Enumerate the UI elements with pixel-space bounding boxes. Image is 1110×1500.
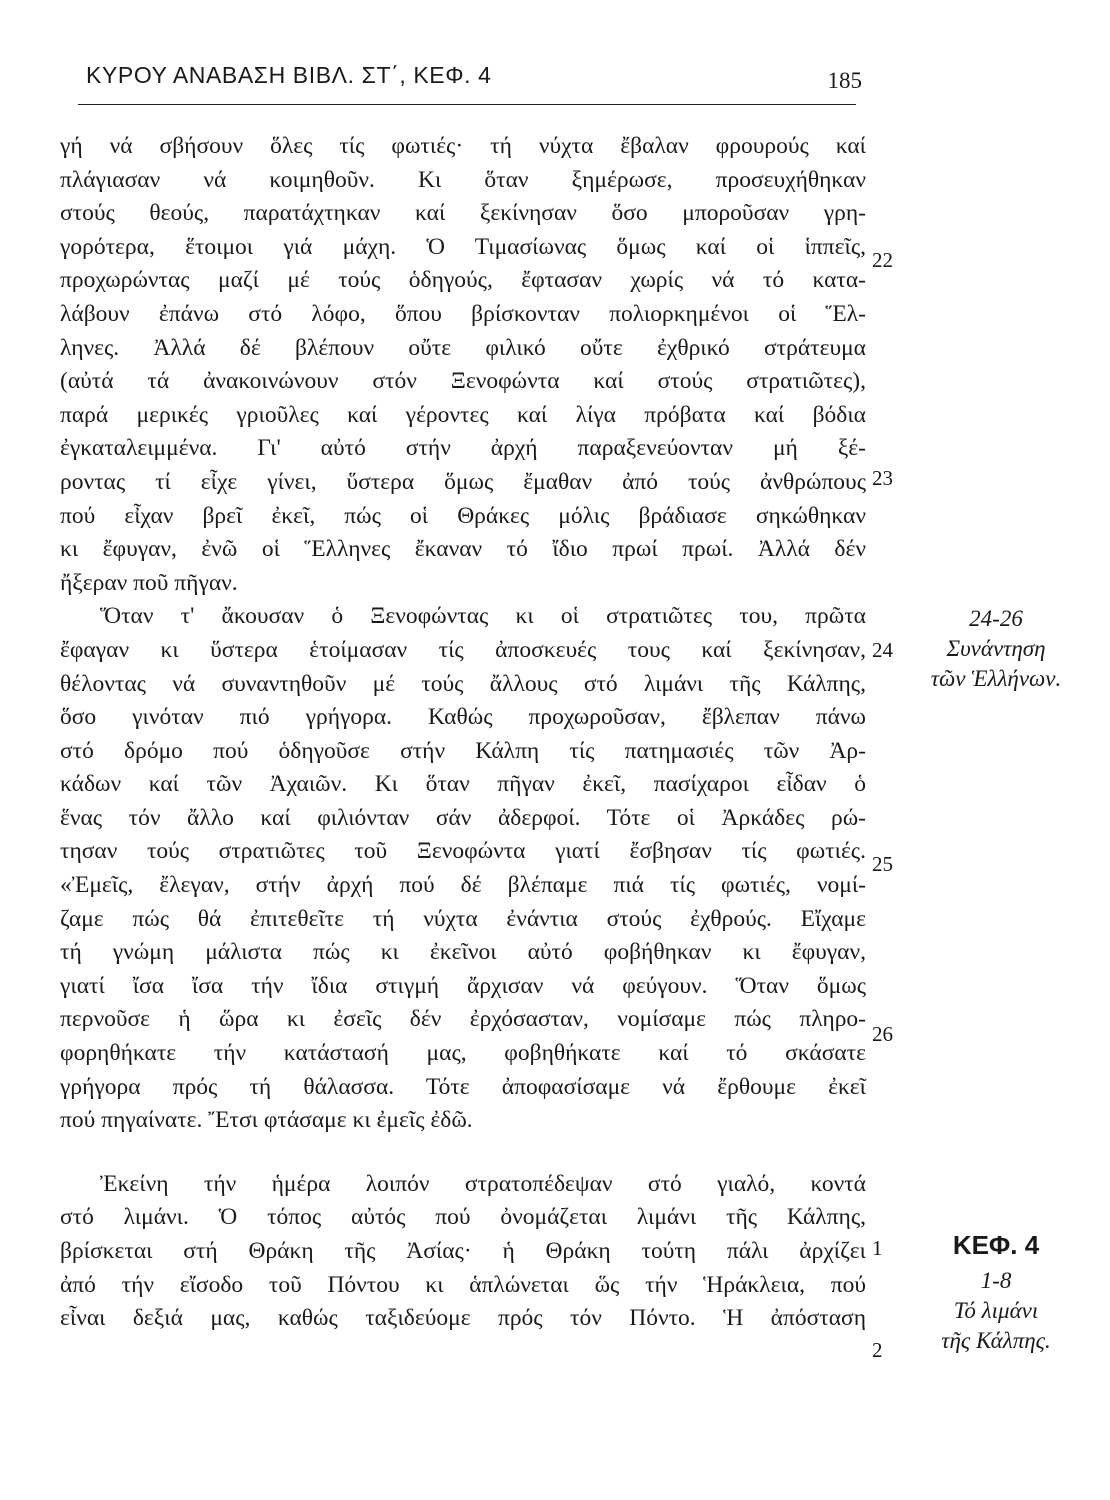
text-line: ὅσο γινόταν πιό γρήγορα. Καθώς προχωροῦσαν, ἔβλεπαν πάνω <box>60 704 866 731</box>
text-line: ἀπό τήν εἴσοδο τοῦ Πόντου κι ἁπλώνεται ὥς τήν Ἡράκλεια, πού <box>60 1271 866 1298</box>
text-line: πού εἶχαν βρεῖ ἐκεῖ, πώς οἱ Θράκες μόλις βράδιασε σηκώθηκαν <box>60 502 866 529</box>
note-text: Συνάντηση <box>946 636 1046 661</box>
text-line: παρά μερικές γριοῦλες καί γέροντες καί λίγα πρόβατα καί βόδια <box>60 401 866 428</box>
text-line: πλάγιασαν νά κοιμηθοῦν. Κι ὅταν ξημέρωσε, προσευχήθηκαν <box>60 166 866 193</box>
section-number: 22 <box>872 248 893 272</box>
note-range: 24-26 <box>969 606 1023 631</box>
note-text: Τό λιμάνι <box>953 1298 1039 1323</box>
note-text: τῆς Κάλπης. <box>941 1328 1051 1353</box>
text-line: εἶναι δεξιά μας, καθώς ταξιδεύομε πρός τόν Πόντο. Ἡ ἀπόσταση <box>60 1305 866 1332</box>
text-line: ροντας τί εἶχε γίνει, ὕστερα ὅμως ἔμαθαν ἀπό τούς ἀνθρώπους <box>60 468 866 495</box>
page-number: 185 <box>827 68 862 93</box>
text-line: γιατί ἴσα ἴσα τήν ἴδια στιγμή ἄρχισαν νά φεύγουν. Ὅταν ὅμως <box>60 972 866 999</box>
header-rule <box>78 104 856 105</box>
section-number: 24 <box>872 638 893 662</box>
text-line: φορηθήκατε τήν κατάστασή μας, φοβηθήκατε καί τό σκάσατε <box>60 1040 866 1067</box>
note-text: τῶν Ἑλλήνων. <box>930 666 1062 691</box>
margin-note-meeting <box>906 604 1086 694</box>
text-line: ἕνας τόν ἄλλο καί φιλιόνταν σάν ἀδερφοί. Τότε οἱ Ἀρκάδες ρώ- <box>60 804 866 831</box>
text-line: ζαμε πώς θά ἐπιτεθεῖτε τή νύχτα ἐνάντια στούς ἐχθρούς. Εἴχαμε <box>60 905 866 932</box>
text-line: στό λιμάνι. Ὁ τόπος αὐτός πού ὀνομάζεται λιμάνι τῆς Κάλπης, <box>60 1204 866 1231</box>
text-line: (αὐτά τά ἀνακοινώνουν στόν Ξενοφώντα καί στούς στρατιῶτες), <box>60 368 866 395</box>
text-line: Ἐκείνη τήν ἡμέρα λοιπόν στρατοπέδεψαν στό γιαλό, κοντά <box>100 1170 866 1197</box>
body-text <box>60 130 866 1336</box>
section-number: 26 <box>872 1022 893 1046</box>
text-line: λάβουν ἐπάνω στό λόφο, ὅπου βρίσκονταν πολιορκημένοι οἱ Ἕλ- <box>60 300 866 327</box>
text-line: Ὅταν τ' ἄκουσαν ὁ Ξενοφώντας κι οἱ στρατιῶτες του, πρῶτα <box>100 603 866 630</box>
section-number: 25 <box>872 852 893 876</box>
text-line: τή γνώμη μάλιστα πώς κι ἐκεῖνοι αὐτό φοβήθηκαν κι ἔφυγαν, <box>60 939 866 966</box>
chapter-heading: ΚΕΦ. 4 <box>952 1230 1040 1260</box>
text-line: γορότερα, ἕτοιμοι γιά μάχη. Ὁ Τιμασίωνας ὅμως καί οἱ ἱππεῖς, <box>60 233 866 260</box>
text-line: ἔφαγαν κι ὕστερα ἑτοίμασαν τίς ἀποσκευές τους καί ξεκίνησαν, <box>60 636 866 663</box>
text-line: γρήγορα πρός τή θάλασσα. Τότε ἀποφασίσαμε νά ἔρθουμε ἐκεῖ <box>60 1073 866 1100</box>
text-line: προχωρώντας μαζί μέ τούς ὁδηγούς, ἔφτασαν χωρίς νά τό κατα- <box>60 267 866 294</box>
text-line: γή νά σβήσουν ὅλες τίς φωτιές· τή νύχτα ἔβαλαν φρουρούς καί <box>60 133 866 159</box>
text-line: θέλοντας νά συναντηθοῦν μέ τούς ἄλλους στό λιμάνι τῆς Κάλπης, <box>60 670 866 697</box>
text-line: στό δρόμο πού ὁδηγοῦσε στήν Κάλπη τίς πατημασιές τῶν Ἀρ- <box>60 737 866 764</box>
text-line: στούς θεούς, παρατάχτηκαν καί ξεκίνησαν ὅσο μποροῦσαν γρη- <box>60 200 866 227</box>
margin-note-harbour <box>906 1266 1086 1356</box>
text-line: τησαν τούς στρατιῶτες τοῦ Ξενοφώντα γιατί ἔσβησαν τίς φωτιές. <box>60 838 866 865</box>
text-line: ληνες. Ἀλλά δέ βλέπουν οὔτε φιλικό οὔτε ἐχθρικό στράτευμα <box>60 334 866 361</box>
note-range: 1-8 <box>980 1268 1012 1293</box>
text-line: «Ἐμεῖς, ἔλεγαν, στήν ἀρχή πού δέ βλέπαμε πιά τίς φωτιές, νομί- <box>60 872 866 899</box>
running-header <box>78 58 864 98</box>
text-line: ἐγκαταλειμμένα. Γι' αὐτό στήν ἀρχή παραξενεύονταν μή ξέ- <box>60 435 866 462</box>
section-number: 2 <box>872 1338 883 1362</box>
chapter-break <box>60 1138 866 1168</box>
text-line: κι ἔφυγαν, ἐνῶ οἱ Ἕλληνες ἔκαναν τό ἴδιο πρωί πρωί. Ἀλλά δέν <box>60 536 866 563</box>
text-line: ἤξεραν ποῦ πῆγαν. <box>60 569 238 596</box>
text-line: βρίσκεται στή Θράκη τῆς Ἀσίας· ἡ Θράκη τούτη πάλι ἀρχίζει <box>60 1238 866 1264</box>
text-line: πού πηγαίνατε. Ἔτσι φτάσαμε κι ἐμεῖς ἐδῶ. <box>60 1107 473 1134</box>
section-number: 1 <box>872 1236 883 1260</box>
text-line: κάδων καί τῶν Ἀχαιῶν. Κι ὅταν πῆγαν ἐκεῖ, πασίχαροι εἶδαν ὁ <box>60 771 866 798</box>
text-line: περνοῦσε ἡ ὥρα κι ἐσεῖς δέν ἐρχόσασταν, νομίσαμε πώς πληρο- <box>60 1006 866 1033</box>
running-title: ΚΥΡΟΥ ΑΝΑΒΑΣΗ ΒΙΒΛ. ΣΤ΄, ΚΕΦ. 4 <box>86 62 492 88</box>
section-number: 23 <box>872 466 893 490</box>
